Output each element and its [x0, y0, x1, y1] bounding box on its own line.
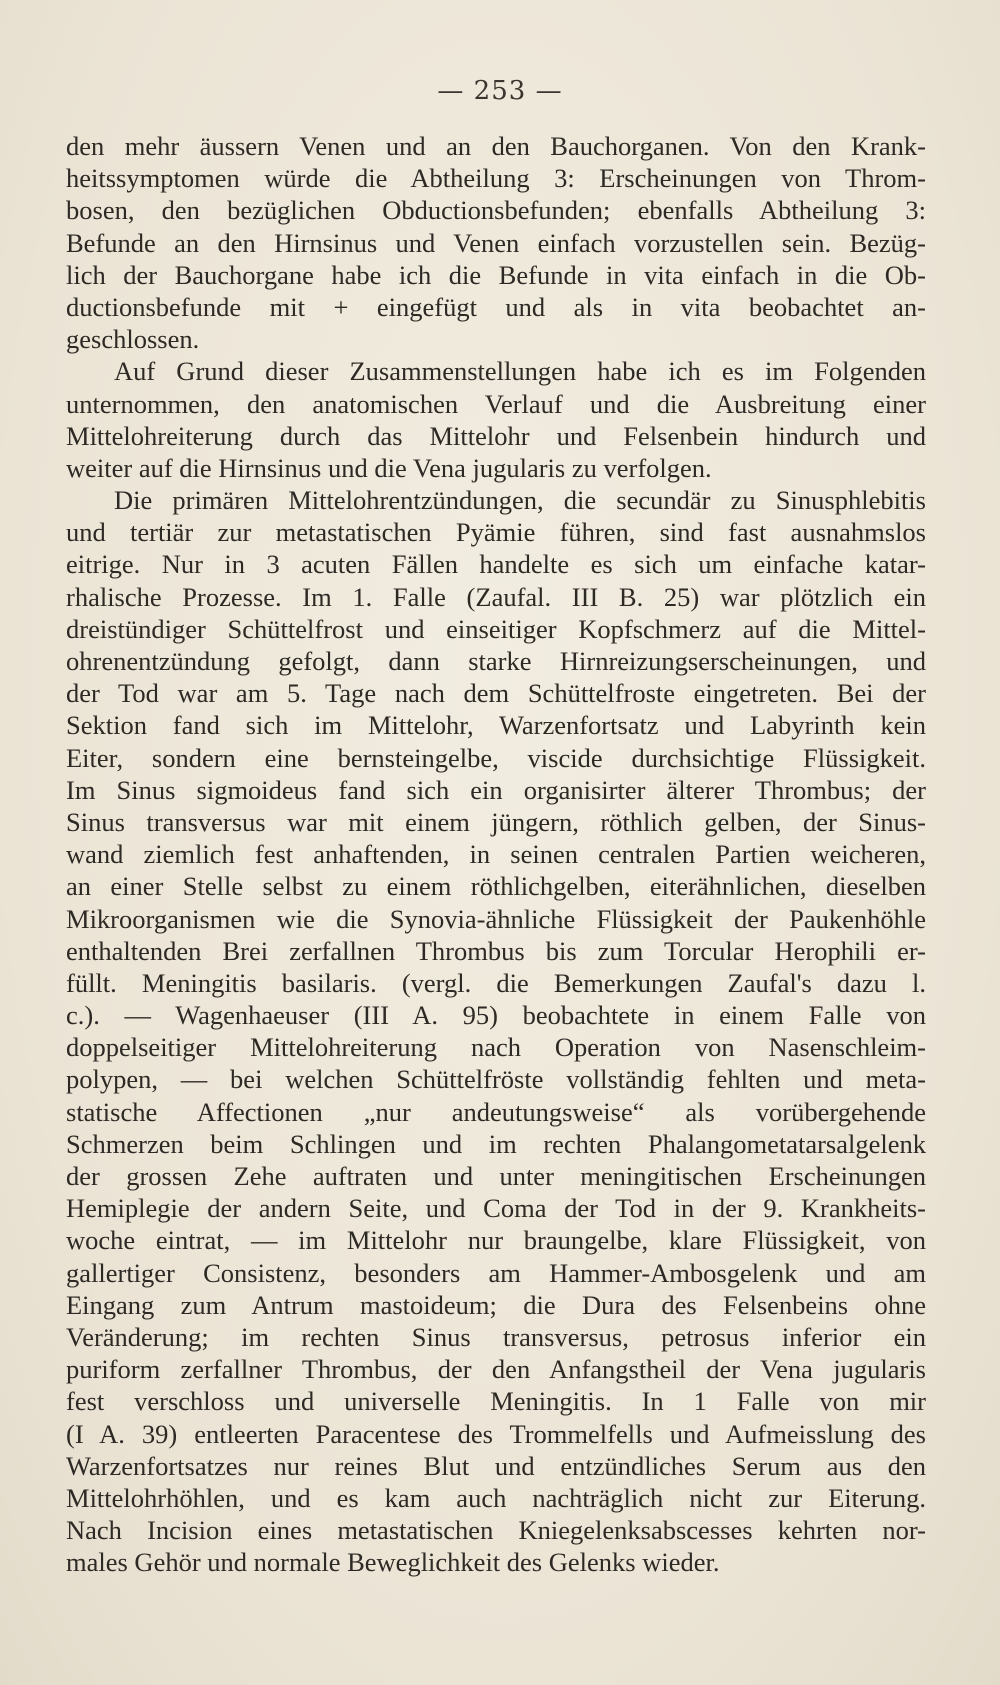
text-line: puriform zerfallner Thrombus, der den Anfangstheil der Vena jugularis	[66, 1354, 926, 1385]
text-line: füllt. Meningitis basilaris. (vergl. die Bemerkungen Zaufal's dazu l.	[66, 967, 926, 998]
text-line: rhalische Prozesse. Im 1. Falle (Zaufal. III B. 25) war plötzlich ein	[66, 581, 926, 612]
text-line: der Tod war am 5. Tage nach dem Schüttelfroste eingetreten. Bei der	[66, 678, 926, 709]
text-line: lich der Bauchorgane habe ich die Befunde in vita einfach in die Ob-	[66, 259, 926, 290]
text-line: heitssymptomen würde die Abtheilung 3: Erscheinungen von Throm-	[66, 163, 926, 194]
text-line: doppelseitiger Mittelohreiterung nach Operation von Nasenschleim-	[66, 1032, 926, 1063]
text-line: eitrige. Nur in 3 acuten Fällen handelte es sich um einfache katar-	[66, 549, 926, 580]
text-line: Die primären Mittelohrentzündungen, die secundär zu Sinusphlebitis	[114, 485, 926, 516]
text-line: Eiter, sondern eine bernsteingelbe, viscide durchsichtige Flüssigkeit.	[66, 742, 926, 773]
text-line: Hemiplegie der andern Seite, und Coma der Tod in der 9. Krankheits-	[66, 1193, 926, 1224]
text-line: woche eintrat, — im Mittelohr nur braungelbe, klare Flüssigkeit, von	[66, 1225, 926, 1256]
text-line: Veränderung; im rechten Sinus transversus, petrosus inferior ein	[66, 1321, 926, 1352]
text-line: Auf Grund dieser Zusammenstellungen habe ich es im Folgenden	[114, 356, 926, 387]
text-line: Eingang zum Antrum mastoideum; die Dura des Felsenbeins ohne	[66, 1289, 926, 1320]
text-line: an einer Stelle selbst zu einem röthlichgelben, eiterähnlichen, dieselben	[66, 871, 926, 902]
text-line: Nach Incision eines metastatischen Kniegelenksabscesses kehrten nor-	[66, 1515, 926, 1546]
text-line: Im Sinus sigmoideus fand sich ein organisirter älterer Thrombus; der	[66, 774, 926, 805]
text-line: weiter auf die Hirnsinus und die Vena jugularis zu verfolgen.	[66, 452, 712, 483]
text-line: der grossen Zehe auftraten und unter meningitischen Erscheinungen	[66, 1161, 926, 1191]
text-line: Sinus transversus war mit einem jüngern, röthlich gelben, der Sinus-	[66, 806, 926, 837]
text-line: den mehr äussern Venen und an den Bauchorganen. Von den Krank-	[66, 131, 926, 161]
text-line: ohrenentzündung gefolgt, dann starke Hirnreizungserscheinungen, und	[66, 646, 926, 676]
page-number: — 253 —	[437, 76, 563, 106]
text-line: Sektion fand sich im Mittelohr, Warzenfortsatz und Labyrinth kein	[66, 710, 926, 741]
text-line: Mikroorganismen wie die Synovia-ähnliche Flüssigkeit der Paukenhöhle	[66, 903, 926, 934]
text-line: (I A. 39) entleerten Paracentese des Trommelfells und Aufmeisslung des	[66, 1418, 926, 1449]
text-line: Mittelohrhöhlen, und es kam auch nachträglich nicht zur Eiterung.	[66, 1482, 926, 1513]
text-line: wand ziemlich fest anhaftenden, in seinen centralen Partien weicheren,	[66, 839, 926, 870]
text-line: gallertiger Consistenz, besonders am Hammer-Ambosgelenk und am	[66, 1257, 926, 1288]
text-line: Befunde an den Hirnsinus und Venen einfach vorzustellen sein. Bezüg-	[66, 227, 926, 258]
text-line: Mittelohreiterung durch das Mittelohr und Felsenbein hindurch und	[66, 420, 926, 451]
text-line: fest verschloss und universelle Meningitis. In 1 Falle von mir	[66, 1386, 926, 1417]
text-line: males Gehör und normale Beweglichkeit des Gelenks wieder.	[66, 1547, 720, 1578]
text-line: statische Affectionen „nur andeutungsweise“ als vorübergehende	[66, 1096, 926, 1127]
text-line: bosen, den bezüglichen Obductionsbefunden; ebenfalls Abtheilung 3:	[66, 195, 926, 226]
text-line: ductionsbefunde mit + eingefügt und als in vita beobachtet an-	[66, 291, 926, 322]
body-text	[66, 130, 926, 1578]
text-line: unternommen, den anatomischen Verlauf und die Ausbreitung einer	[66, 388, 926, 419]
text-line: Schmerzen beim Schlingen und im rechten Phalangometatarsalgelenk	[66, 1128, 926, 1159]
text-line: geschlossen.	[66, 324, 200, 355]
text-line: enthaltenden Brei zerfallnen Thrombus bis zum Torcular Herophili er-	[66, 935, 926, 966]
text-line: polypen, — bei welchen Schüttelfröste vollständig fehlten und meta-	[66, 1064, 926, 1095]
text-line: c.). — Wagenhaeuser (III A. 95) beobachtete in einem Falle von	[66, 1000, 926, 1031]
text-line: dreistündiger Schüttelfrost und einseitiger Kopfschmerz auf die Mittel-	[66, 613, 926, 644]
text-line: und tertiär zur metastatischen Pyämie führen, sind fast ausnahmslos	[66, 517, 926, 548]
text-line: Warzenfortsatzes nur reines Blut und entzündliches Serum aus den	[66, 1450, 926, 1481]
